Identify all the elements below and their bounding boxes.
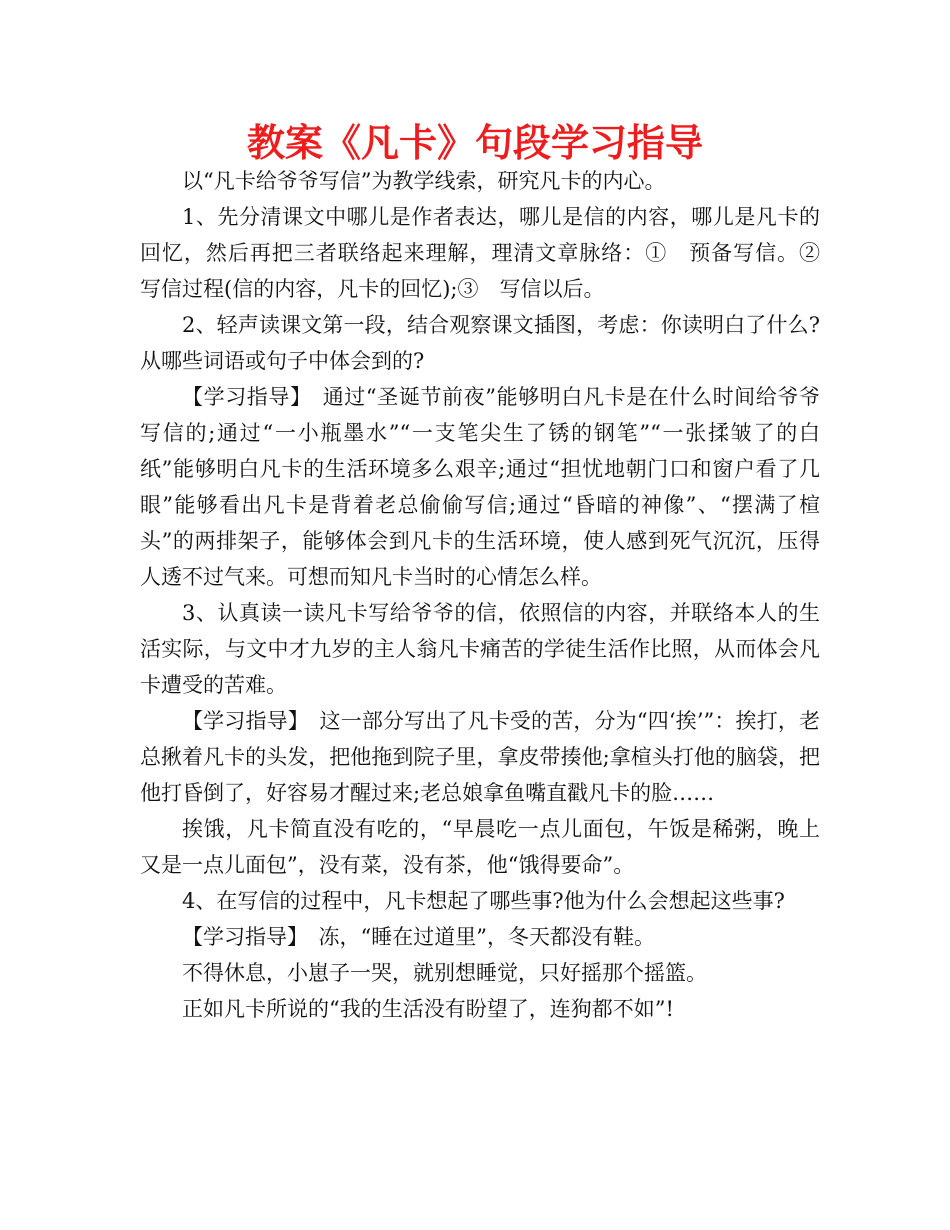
paragraph-guidance-3: 【学习指导】 冻，“睡在过道里”，冬天都没有鞋。 (182, 925, 655, 949)
paragraph-no-rest: 不得休息，小崽子一哭，就别想睡觉，只好摇那个摇篮。 (182, 961, 707, 985)
document-body (140, 163, 841, 1027)
paragraph-step-4: 4、在写信的过程中，凡卡想起了哪些事?他为什么会想起这些事? (182, 889, 785, 913)
paragraph-step-3: 3、认真读一读凡卡写给爷爷的信，依照信的内容，并联络本人的生活实际，与文中才九岁的主人翁凡卡痛苦的学徒生活作比照，从而体会凡卡遭受的苦难。 (140, 601, 820, 697)
paragraph-guidance-2: 【学习指导】 这一部分写出了凡卡受的苦，分为“四‘挨’”：挨打，老总揪着凡卡的头发，把他拖到院子里，拿皮带揍他;拿楦头打他的脑袋，把他打昏倒了，好容易才醒过来;老总娘拿鱼嘴直戳凡卡的脸…… (140, 709, 820, 805)
paragraph-conclusion: 正如凡卡所说的“我的生活没有盼望了，连狗都不如”! (182, 997, 674, 1021)
paragraph-guidance-1: 【学习指导】 通过“圣诞节前夜”能够明白凡卡是在什么时间给爷爷写信的;通过“一小瓶墨水”“一支笔尖生了锈的钢笔”“一张揉皱了的白纸”能够明白凡卡的生活环境多么艰辛;通过“担忧地朝门口和窗户看了几眼”能够看出凡卡是背着老总偷偷写信;通过“昏暗的神像”、“摆满了楦头”的两排架子，能够体会到凡卡的生活环境，使人感到死气沉沉，压得人透不过气来。可想而知凡卡当时的心情怎么样。 (140, 385, 820, 589)
document-title: 教案《凡卡》句段学习指导 (246, 121, 703, 165)
paragraph-intro: 以“凡卡给爷爷写信”为教学线索，研究凡卡的内心。 (182, 169, 666, 193)
paragraph-hunger: 挨饿，凡卡简直没有吃的，“早晨吃一点儿面包，午饭是稀粥，晚上又是一点儿面包”，没有菜，没有茶，他“饿得要命”。 (140, 817, 820, 877)
paragraph-step-1: 1、先分清课文中哪儿是作者表达，哪儿是信的内容，哪儿是凡卡的回忆，然后再把三者联络起来理解，理清文章脉络：① 预备写信。② 写信过程(信的内容，凡卡的回忆);③ 写信以后。 (140, 205, 841, 301)
paragraph-step-2: 2、轻声读课文第一段，结合观察课文插图，考虑：你读明白了什么?从哪些词语或句子中体会到的? (140, 313, 820, 373)
